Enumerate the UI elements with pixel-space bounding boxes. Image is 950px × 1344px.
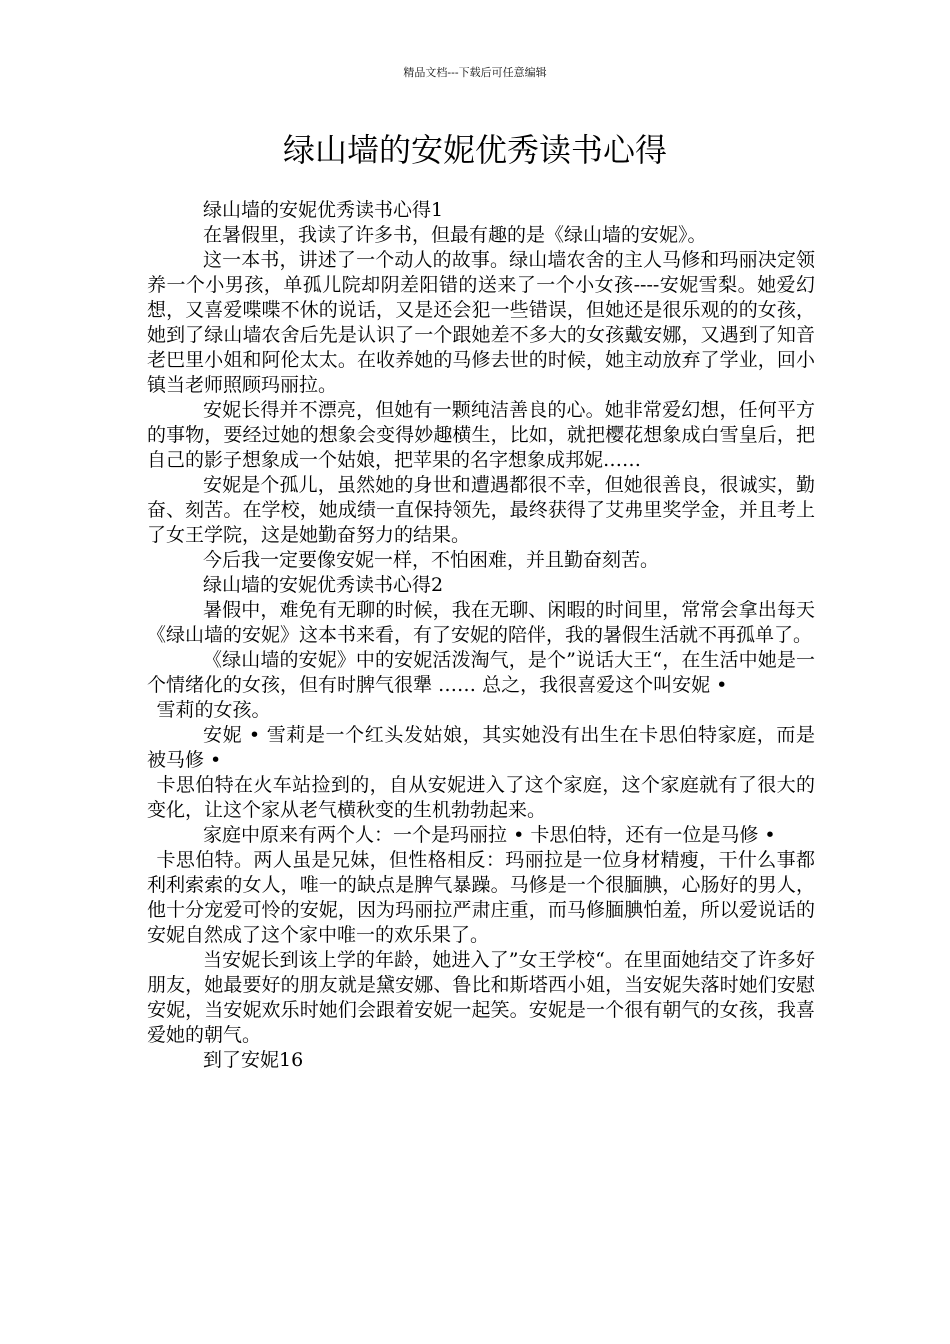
paragraph: 卡思伯特。两人虽是兄妹，但性格相反：玛丽拉是一位身材精瘦，干什么事都利利索索的女人，唯一的缺点是脾气暴躁。马修是一个很腼腆，心肠好的男人，他十分宠爱可怜的安妮，因为玛丽拉严肃庄重，而马修腼腆怕羞，所以爱说话的安妮自然成了这个家中唯一的欢乐果了。 [147,849,815,946]
paragraph: 绿山墙的安妮优秀读书心得2 [203,574,444,596]
document-title: 绿山墙的安妮优秀读书心得 [282,131,667,169]
paragraph: 安妮是个孤儿，虽然她的身世和遭遇都很不幸，但她很善良，很诚实，勤奋、刻苦。在学校，她成绩一直保持领先，最终获得了艾弗里奖学金，并且考上了女王学院，这是她勤奋努力的结果。 [147,474,815,546]
paragraph: 当安妮长到该上学的年龄，她进入了”女王学校“。在里面她结交了许多好朋友，她最要好的朋友就是黛安娜、鲁比和斯塔西小姐，当安妮失落时她们安慰安妮，当安妮欢乐时她们会跟着安妮一起笑。安妮是一个很有朝气的女孩，我喜爱她的朝气。 [147,949,815,1046]
paragraph: 雪莉的女孩。 [156,699,271,721]
paragraph: 《绿山墙的安妮》中的安妮活泼淘气，是个”说话大王“，在生活中她是一个情绪化的女孩，但有时脾气很犟 …… 总之，我很喜爱这个叫安妮 • [147,649,815,696]
header-note: 精品文档---下载后可任意编辑 [403,66,547,79]
paragraph: 安妮 • 雪莉是一个红头发姑娘，其实她没有出生在卡思伯特家庭，而是被马修 • [147,724,815,771]
paragraph: 到了安妮16 [203,1049,304,1071]
document-body [147,198,815,1073]
paragraph: 安妮长得并不漂亮，但她有一颗纯洁善良的心。她非常爱幻想，任何平方的事物，要经过她的想象会变得妙趣横生，比如，就把樱花想象成白雪皇后，把自己的影子想象成一个姑娘，把苹果的名字想象成邦妮…… [147,399,815,471]
paragraph: 绿山墙的安妮优秀读书心得1 [203,199,444,221]
paragraph: 这一本书，讲述了一个动人的故事。绿山墙农舍的主人马修和玛丽决定领养一个小男孩，单孤儿院却阴差阳错的送来了一个小女孩----安妮雪梨。她爱幻想，又喜爱喋喋不休的说话，又是还会犯一些错误，但她还是很乐观的的女孩，她到了绿山墙农舍后先是认识了一个跟她差不多大的女孩戴安娜，又遇到了知音老巴里小姐和阿伦太太。在收养她的马修去世的时候，她主动放弃了学业，回小镇当老师照顾玛丽拉。 [147,249,815,396]
paragraph: 暑假中，难免有无聊的时候，我在无聊、闲暇的时间里，常常会拿出每天《绿山墙的安妮》这本书来看，有了安妮的陪伴，我的暑假生活就不再孤单了。 [147,599,815,646]
paragraph: 在暑假里，我读了许多书，但最有趣的是《绿山墙的安妮》。 [203,224,707,246]
paragraph: 今后我一定要像安妮一样，不怕困难，并且勤奋刻苦。 [203,549,660,571]
paragraph: 卡思伯特在火车站捡到的，自从安妮进入了这个家庭，这个家庭就有了很大的变化，让这个家从老气横秋变的生机勃勃起来。 [147,774,815,821]
paragraph: 家庭中原来有两个人：一个是玛丽拉 • 卡思伯特，还有一位是马修 • [203,824,776,846]
